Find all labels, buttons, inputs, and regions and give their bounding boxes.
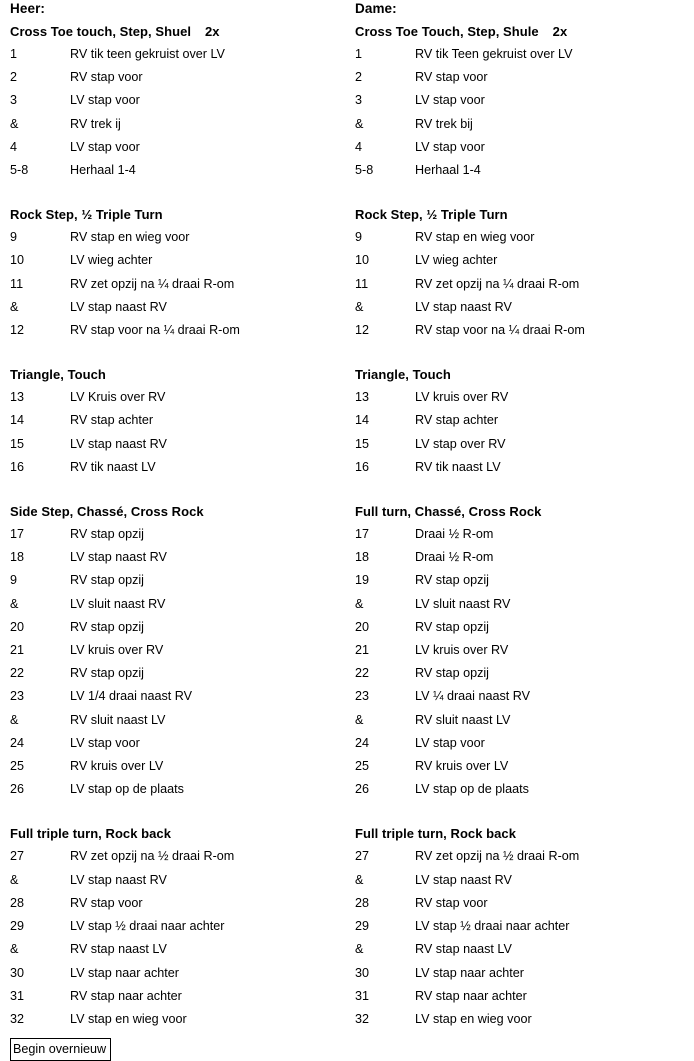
- step-row: [10, 892, 347, 915]
- step-number: 28: [10, 895, 25, 910]
- step-row: [10, 709, 347, 732]
- step-number: 17: [10, 527, 25, 542]
- section-gap: [10, 342, 347, 363]
- step-description: LV stap naast RV: [70, 872, 167, 887]
- step-number: 21: [10, 643, 25, 658]
- step-number: 26: [10, 782, 25, 797]
- step-row: [10, 778, 347, 801]
- step-row: [10, 296, 347, 319]
- step-number: 9: [10, 230, 18, 245]
- section-dame-2: [355, 203, 694, 342]
- step-number: 20: [355, 619, 370, 634]
- step-description: LV sluit naast RV: [415, 596, 511, 611]
- step-number: 4: [10, 139, 18, 154]
- step-row: [355, 845, 694, 868]
- step-row: [10, 732, 347, 755]
- step-list: [355, 845, 694, 1031]
- step-number: 32: [10, 1011, 25, 1026]
- section-gap: [355, 801, 694, 822]
- step-row: [355, 755, 694, 778]
- step-number: 12: [355, 323, 370, 338]
- step-row: [10, 915, 347, 938]
- step-number: 27: [10, 849, 25, 864]
- section-heer-4: [10, 500, 347, 801]
- step-number: 28: [355, 895, 370, 910]
- step-row: [355, 869, 694, 892]
- step-row: [355, 662, 694, 685]
- section-title-repeat: 2x: [552, 24, 568, 39]
- step-number: 24: [355, 735, 370, 750]
- step-description: LV stap naar achter: [415, 965, 524, 980]
- step-description: LV stap naast RV: [70, 550, 167, 565]
- step-description: LV stap ½ draai naar achter: [70, 919, 225, 934]
- section-heer-2: [10, 203, 347, 342]
- step-number: 17: [355, 527, 370, 542]
- step-row: [10, 523, 347, 546]
- step-row: [355, 985, 694, 1008]
- step-description: LV stap en wieg voor: [70, 1011, 187, 1026]
- step-list: [10, 226, 347, 342]
- section-title: [355, 822, 694, 845]
- step-row: [355, 113, 694, 136]
- step-number: 13: [10, 390, 25, 405]
- step-description: LV kruis over RV: [70, 643, 164, 658]
- section-gap: [355, 479, 694, 500]
- step-row: [355, 66, 694, 89]
- step-description: LV stap voor: [70, 139, 140, 154]
- role-title-dame: Dame:: [355, 1, 397, 16]
- step-description: LV stap voor: [415, 139, 485, 154]
- step-number: 10: [10, 253, 25, 268]
- step-row: [10, 433, 347, 456]
- step-description: LV stap over RV: [415, 436, 506, 451]
- step-number: 30: [355, 965, 370, 980]
- step-description: LV stap naast RV: [415, 872, 512, 887]
- step-row: [355, 409, 694, 432]
- step-number: 16: [10, 459, 25, 474]
- section-title: [355, 363, 694, 386]
- step-row: [10, 869, 347, 892]
- step-row: [10, 593, 347, 616]
- step-description: LV ¼ draai naast RV: [415, 689, 531, 704]
- step-row: [10, 662, 347, 685]
- step-description: RV kruis over LV: [415, 759, 509, 774]
- step-row: [355, 433, 694, 456]
- section-title-text: Rock Step, ½ Triple Turn: [10, 207, 163, 223]
- step-list: [10, 845, 347, 1031]
- step-row: [355, 249, 694, 272]
- section-dame-5: [355, 822, 694, 1031]
- step-number: 1: [10, 47, 18, 61]
- step-row: [10, 845, 347, 868]
- step-description: RV stap voor: [70, 895, 143, 910]
- step-row: [355, 709, 694, 732]
- section-title-text: Triangle, Touch: [355, 367, 451, 383]
- step-number: 5-8: [10, 163, 29, 178]
- section-title-repeat: 2x: [205, 24, 220, 39]
- step-number: 1: [355, 47, 363, 61]
- step-row: [355, 226, 694, 249]
- step-description: RV stap voor na ¼ draai R-om: [415, 323, 585, 338]
- begin-overnieuw-note: Begin overnieuw: [10, 1038, 111, 1061]
- step-description: RV stap opzij: [70, 619, 144, 634]
- step-number: 15: [355, 436, 370, 451]
- step-description: RV stap opzij: [415, 666, 489, 681]
- step-row: [10, 685, 347, 708]
- step-list: [355, 523, 694, 801]
- step-row: [355, 319, 694, 342]
- step-description: RV stap achter: [415, 413, 499, 428]
- step-row: [10, 639, 347, 662]
- column-heer: [0, 0, 347, 1031]
- step-description: RV stap voor na ¼ draai R-om: [70, 323, 240, 338]
- step-description: LV stap voor: [70, 735, 140, 750]
- step-row: [10, 136, 347, 159]
- step-row: [10, 569, 347, 592]
- step-row: [10, 273, 347, 296]
- step-row: [355, 386, 694, 409]
- section-dame-3: [355, 363, 694, 479]
- step-number: 10: [355, 253, 370, 268]
- step-description: RV zet opzij na ¼ draai R-om: [415, 276, 580, 291]
- step-row: [10, 66, 347, 89]
- step-number: 19: [355, 573, 370, 588]
- step-number: 4: [355, 139, 363, 154]
- step-row: [355, 456, 694, 479]
- step-description: RV sluit naast LV: [415, 712, 511, 727]
- step-row: [355, 938, 694, 961]
- step-list: [355, 43, 694, 182]
- step-row: [355, 616, 694, 639]
- step-row: [355, 962, 694, 985]
- step-number: &: [10, 116, 19, 131]
- step-number: 12: [10, 323, 25, 338]
- step-description: LV stap op de plaats: [415, 782, 529, 797]
- step-row: [355, 296, 694, 319]
- step-description: Draai ½ R-om: [415, 527, 494, 542]
- step-number: &: [355, 116, 364, 131]
- step-number: 11: [10, 276, 24, 291]
- step-description: RV stap en wieg voor: [415, 230, 535, 245]
- step-row: [10, 409, 347, 432]
- section-title-text: Side Step, Chassé, Cross Rock: [10, 504, 204, 520]
- section-title: [10, 500, 347, 523]
- step-description: RV stap opzij: [70, 666, 144, 681]
- section-title-text: Full turn, Chassé, Cross Rock: [355, 504, 542, 520]
- step-description: RV stap achter: [70, 413, 154, 428]
- step-description: LV 1/4 draai naast RV: [70, 689, 193, 704]
- step-number: 32: [355, 1011, 370, 1026]
- step-description: LV wieg achter: [415, 253, 498, 268]
- step-description: RV trek bij: [415, 116, 473, 131]
- step-description: RV zet opzij na ½ draai R-om: [70, 849, 235, 864]
- step-row: [10, 113, 347, 136]
- step-description: LV kruis over RV: [415, 643, 509, 658]
- step-description: RV stap opzij: [70, 527, 144, 542]
- step-number: 23: [10, 689, 25, 704]
- step-number: 2: [355, 70, 363, 85]
- step-description: LV stap voor: [415, 93, 485, 108]
- step-number: 16: [355, 459, 370, 474]
- step-list: [10, 386, 347, 479]
- section-title-text: Cross Toe Touch, Step, Shule: [355, 24, 539, 39]
- step-description: LV stap naast RV: [70, 299, 167, 314]
- step-row: [355, 685, 694, 708]
- step-number: &: [10, 712, 19, 727]
- step-number: &: [355, 942, 364, 957]
- section-title: [355, 203, 694, 226]
- step-number: &: [10, 872, 19, 887]
- step-description: RV tik Teen gekruist over LV: [415, 47, 573, 61]
- step-row: [355, 569, 694, 592]
- step-row: [355, 732, 694, 755]
- step-number: 27: [355, 849, 370, 864]
- step-description: RV zet opzij na ½ draai R-om: [415, 849, 580, 864]
- section-gap: [355, 342, 694, 363]
- step-description: LV stap voor: [70, 93, 140, 108]
- step-row: [355, 639, 694, 662]
- step-row: [355, 43, 694, 66]
- step-number: &: [10, 596, 19, 611]
- section-title-text: Cross Toe touch, Step, Shuel: [10, 24, 192, 39]
- section-title: [10, 20, 347, 43]
- step-description: LV Kruis over RV: [70, 390, 166, 405]
- step-description: RV stap opzij: [415, 573, 489, 588]
- step-description: RV sluit naast LV: [70, 712, 166, 727]
- step-number: 3: [10, 93, 18, 108]
- step-description: RV stap en wieg voor: [70, 230, 190, 245]
- step-description: LV kruis over RV: [415, 390, 509, 405]
- step-number: 22: [355, 666, 370, 681]
- step-row: [10, 319, 347, 342]
- step-row: [355, 273, 694, 296]
- section-gap: [10, 479, 347, 500]
- section-title-text: Triangle, Touch: [10, 367, 106, 383]
- step-number: 31: [10, 988, 25, 1003]
- step-list: [355, 226, 694, 342]
- step-description: RV stap opzij: [415, 619, 489, 634]
- step-row: [10, 962, 347, 985]
- step-number: 21: [355, 643, 370, 658]
- step-description: LV stap op de plaats: [70, 782, 184, 797]
- step-description: RV tik naast LV: [70, 459, 156, 474]
- step-description: RV stap naast LV: [70, 942, 167, 957]
- step-row: [10, 985, 347, 1008]
- step-number: 13: [355, 390, 370, 405]
- section-title-text: Full triple turn, Rock back: [10, 826, 171, 842]
- step-description: LV wieg achter: [70, 253, 153, 268]
- step-number: 14: [10, 413, 25, 428]
- step-number: 9: [10, 573, 18, 588]
- step-description: Herhaal 1-4: [415, 163, 481, 178]
- step-number: 5-8: [355, 163, 374, 178]
- step-number: 30: [10, 965, 25, 980]
- step-number: 29: [355, 919, 370, 934]
- step-row: [10, 616, 347, 639]
- step-number: 22: [10, 666, 25, 681]
- step-description: RV tik naast LV: [415, 459, 501, 474]
- step-description: RV kruis over LV: [70, 759, 164, 774]
- step-row: [355, 523, 694, 546]
- step-description: RV stap voor: [415, 70, 488, 85]
- section-heer-1: [10, 20, 347, 182]
- step-number: &: [355, 299, 364, 314]
- step-description: RV stap naar achter: [70, 988, 182, 1003]
- step-description: LV stap naar achter: [70, 965, 179, 980]
- step-description: LV stap naast RV: [70, 436, 167, 451]
- step-number: &: [10, 942, 19, 957]
- step-description: RV tik teen gekruist over LV: [70, 47, 225, 61]
- step-row: [10, 456, 347, 479]
- step-description: LV stap naast RV: [415, 299, 512, 314]
- section-heer-5: [10, 822, 347, 1031]
- step-number: 3: [355, 93, 363, 108]
- section-title: [355, 20, 694, 43]
- step-description: LV stap voor: [415, 735, 485, 750]
- step-number: 14: [355, 413, 370, 428]
- step-row: [355, 593, 694, 616]
- step-row: [355, 136, 694, 159]
- column-dame: [347, 0, 694, 1031]
- section-title: [10, 822, 347, 845]
- step-row: [10, 249, 347, 272]
- step-number: 9: [355, 230, 363, 245]
- step-list: [355, 386, 694, 479]
- section-gap: [355, 182, 694, 203]
- section-dame-4: [355, 500, 694, 801]
- step-description: LV sluit naast RV: [70, 596, 166, 611]
- step-row: [10, 546, 347, 569]
- step-row: [10, 938, 347, 961]
- step-description: RV stap voor: [415, 895, 488, 910]
- step-description: LV stap ½ draai naar achter: [415, 919, 570, 934]
- step-number: 11: [355, 276, 369, 291]
- step-number: 20: [10, 619, 25, 634]
- step-row: [10, 755, 347, 778]
- step-number: 25: [10, 759, 25, 774]
- step-description: RV stap opzij: [70, 573, 144, 588]
- section-dame-1: [355, 20, 694, 182]
- step-description: RV stap naar achter: [415, 988, 527, 1003]
- step-row: [355, 915, 694, 938]
- step-row: [10, 159, 347, 182]
- step-description: RV trek ij: [70, 116, 121, 131]
- step-number: 25: [355, 759, 370, 774]
- step-number: 23: [355, 689, 370, 704]
- section-title: [10, 203, 347, 226]
- section-gap: [10, 182, 347, 203]
- step-number: &: [355, 872, 364, 887]
- step-number: 18: [10, 550, 25, 565]
- step-list: [10, 523, 347, 801]
- step-number: &: [10, 299, 19, 314]
- step-number: 29: [10, 919, 25, 934]
- step-description: Draai ½ R-om: [415, 550, 494, 565]
- step-row: [355, 1008, 694, 1031]
- step-row: [10, 226, 347, 249]
- step-number: 26: [355, 782, 370, 797]
- step-row: [355, 778, 694, 801]
- step-description: Herhaal 1-4: [70, 163, 136, 178]
- section-gap: [10, 801, 347, 822]
- step-description: RV stap naast LV: [415, 942, 512, 957]
- step-row: [355, 159, 694, 182]
- step-number: 31: [355, 988, 370, 1003]
- step-row: [10, 1008, 347, 1031]
- step-number: 15: [10, 436, 25, 451]
- role-title-heer: Heer:: [10, 1, 46, 16]
- step-number: &: [355, 596, 364, 611]
- step-number: 24: [10, 735, 25, 750]
- step-number: 2: [10, 70, 18, 85]
- step-description: RV zet opzij na ¼ draai R-om: [70, 276, 235, 291]
- step-list: [10, 43, 347, 182]
- step-row: [355, 89, 694, 112]
- step-number: 18: [355, 550, 370, 565]
- step-number: &: [355, 712, 364, 727]
- step-row: [355, 546, 694, 569]
- step-description: RV stap voor: [70, 70, 143, 85]
- section-title-text: Full triple turn, Rock back: [355, 826, 516, 842]
- section-title: [10, 363, 347, 386]
- step-description: LV stap en wieg voor: [415, 1011, 532, 1026]
- section-heer-3: [10, 363, 347, 479]
- step-row: [10, 386, 347, 409]
- section-title-text: Rock Step, ½ Triple Turn: [355, 207, 508, 223]
- step-row: [10, 43, 347, 66]
- step-row: [10, 89, 347, 112]
- step-row: [355, 892, 694, 915]
- section-title: [355, 500, 694, 523]
